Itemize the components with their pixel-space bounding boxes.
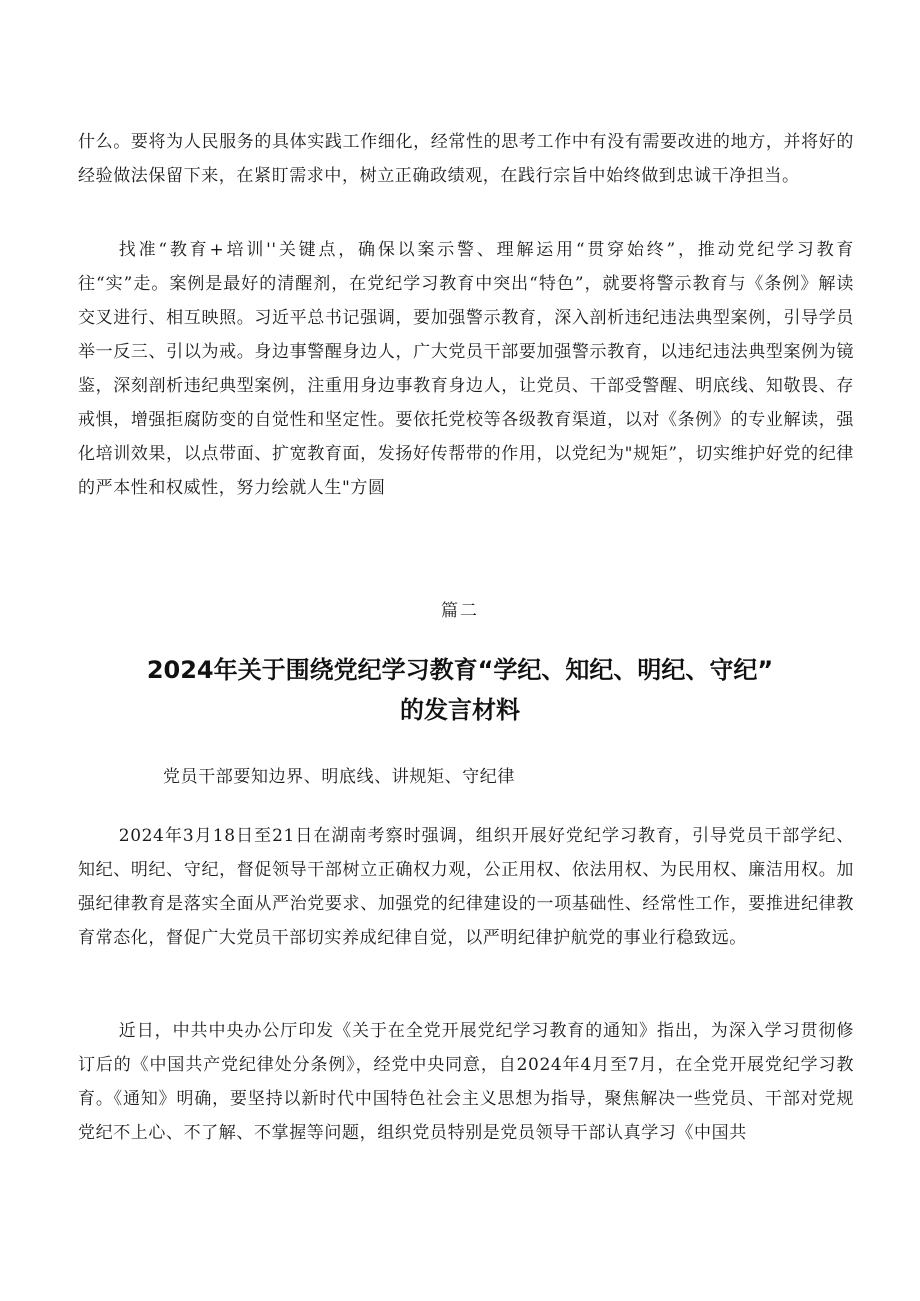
title-line-2: 的发言材料 <box>400 696 520 724</box>
paragraph-notice: 近日，中共中央办公厅印发《关于在全党开展党纪学习教育的通知》指出，为深入学习贯彻修订后的《中国共产党纪律处分条例》，经党中央同意，自2024年4月至7月，在全党开展党纪学习教育。《通知》明确，要坚持以新时代中国特色社会主义思想为指导，聚焦解决一些党员、干部对党规党纪不上心、不了解、不掌握等问题，组织党员特别是党员领导干部认真学习《中国共 <box>78 1021 854 1143</box>
title-line-1: 2024年关于围绕党纪学习教育“学纪、知纪、明纪、守纪” <box>146 656 774 684</box>
document-subtitle: 党员干部要知边界、明底线、讲规矩、守纪律 <box>163 767 515 787</box>
section-label: 篇二 <box>441 601 479 621</box>
paragraph-hunan-inspection: 2024年3月18日至21日在湖南考察时强调，组织开展好党纪学习教育，引导党员干部学纪、知纪、明纪、守纪，督促领导干部树立正确权力观，公正用权、依法用权、为民用权、廉洁用权。加强纪律教育是落实全面从严治党要求、加强党的纪律建设的一项基础性、经常性工作，要推进纪律教育常态化，督促广大党员干部切实养成纪律自觉，以严明纪律护航党的事业行稳致远。 <box>78 826 854 948</box>
paragraph-continued: 什么。要将为人民服务的具体实践工作细化，经常性的思考工作中有没有需要改进的地方，并将好的经验做法保留下来，在紧盯需求中，树立正确政绩观，在践行宗旨中始终做到忠诚干净担当。 <box>78 132 854 186</box>
document-title <box>60 650 860 730</box>
paragraph-education-training: 找准“教育+培训''关键点，确保以案示警、理解运用“贯穿始终”，推动党纪学习教育往“实”走。案例是最好的清醒剂，在党纪学习教育中突出“特色”，就要将警示教育与《条例》解读交叉进行、相互映照。习近平总书记强调，要加强警示教育，深入剖析违纪违法典型案例，引导学员举一反三、引以为戒。身边事警醒身边人，广大党员干部要加强警示教育，以违纪违法典型案例为镜鉴，深刻剖析违纪典型案例，注重用身边事教育身边人，让党员、干部受警醒、明底线、知敬畏、存戒惧，增强拒腐防变的自觉性和坚定性。要依托党校等各级教育渠道，以对《条例》的专业解读，强化培训效果，以点带面、扩宽教育面，发扬好传帮带的作用，以党纪为"规矩”，切实维护好党的纪律的严本性和权威性，努力绘就人生"方圆 <box>78 240 854 498</box>
